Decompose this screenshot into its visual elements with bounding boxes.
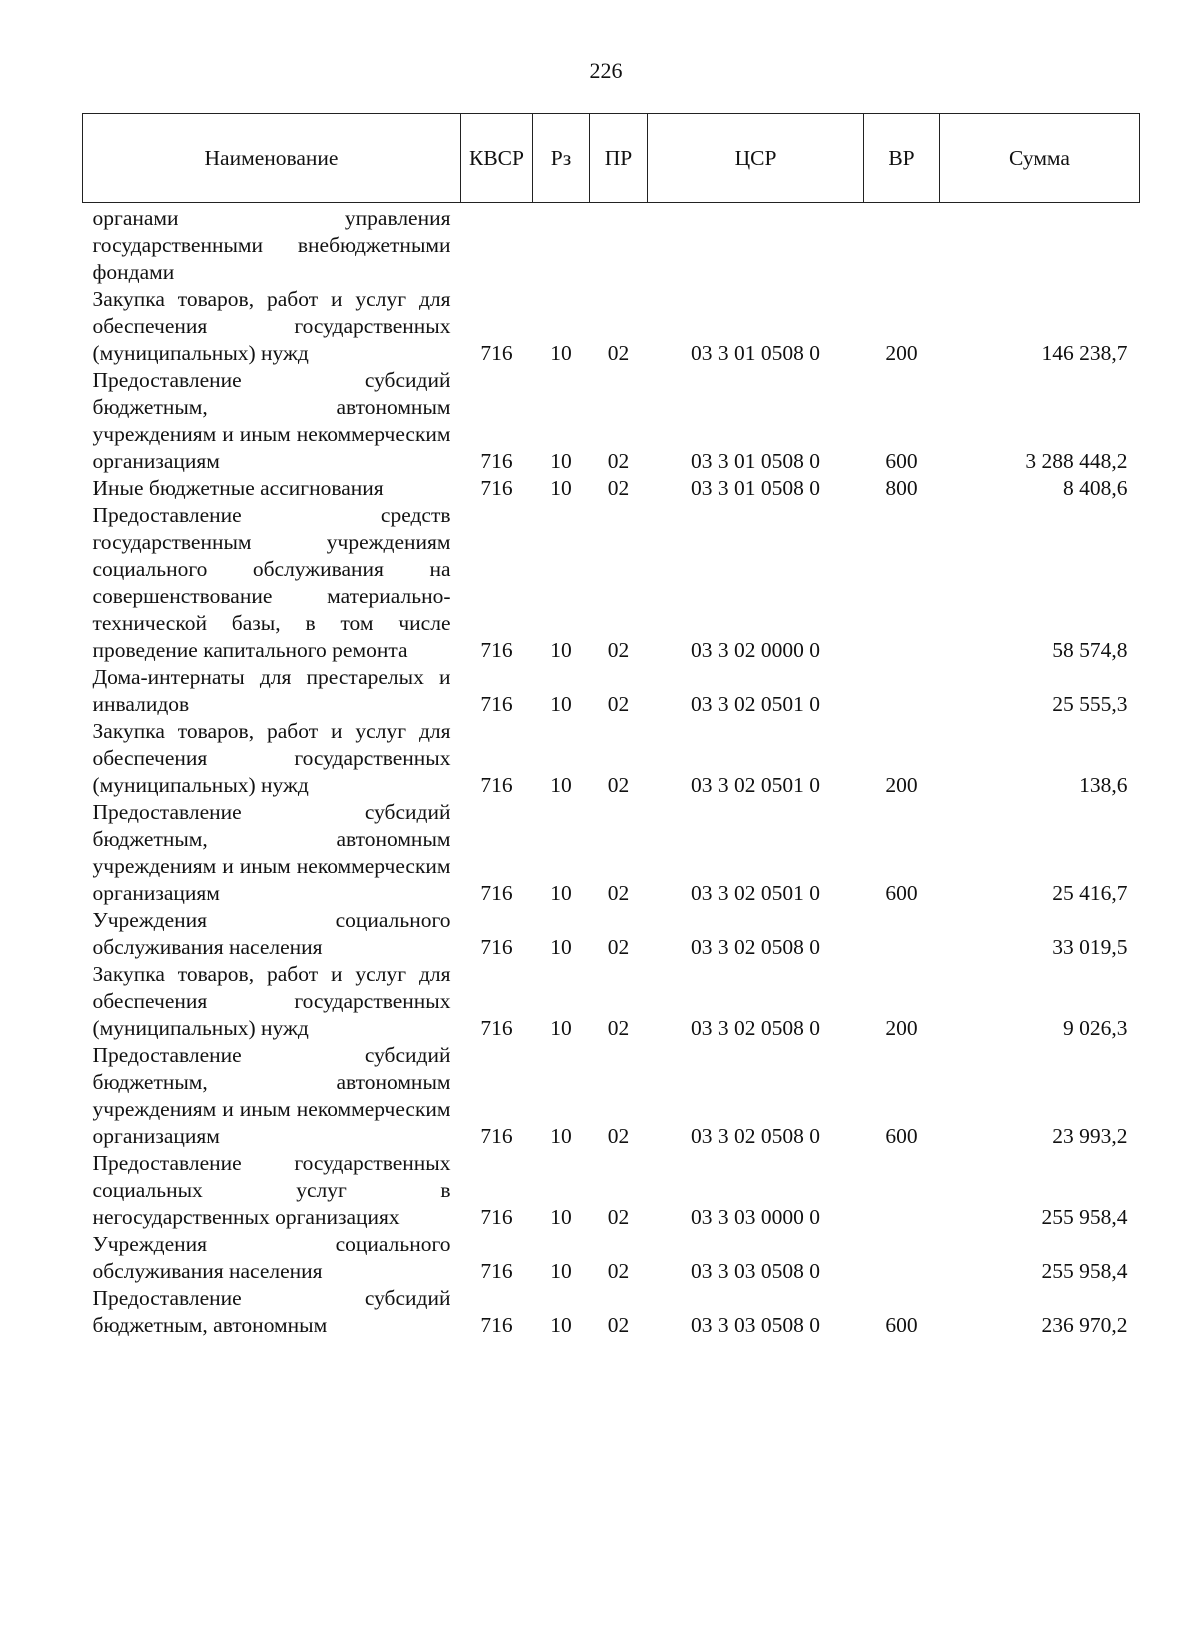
table-row [83,1150,1140,1231]
cell-csr: 03 3 03 0508 0 [691,1313,820,1337]
header-pr: ПР [590,114,648,203]
cell-pr: 02 [607,341,630,365]
cell-vr [864,1150,940,1231]
cell-name: Предоставление средств государственным учреждениям социального обслуживания на совершенствование материально-технической базы, в том числе проведение капитального ремонта [92,503,451,662]
cell-csr: 03 3 01 0508 0 [691,476,820,500]
cell-vr: 600 [885,449,918,473]
cell-vr: 800 [885,476,918,500]
cell-kvsr: 716 [480,1259,513,1283]
cell-kvsr: 716 [480,692,513,716]
cell-csr: 03 3 02 0501 0 [691,881,820,905]
cell-sum: 23 993,2 [1052,1124,1128,1148]
cell-name: Дома-интернаты для престарелых и инвалидов [92,665,451,716]
cell-sum [940,203,1140,287]
cell-rz: 10 [550,476,572,500]
cell-csr: 03 3 02 0508 0 [691,935,820,959]
cell-rz: 10 [550,449,572,473]
cell-pr: 02 [607,638,630,662]
cell-vr: 200 [885,341,918,365]
cell-sum: 146 238,7 [1041,341,1128,365]
cell-sum: 9 026,3 [1063,1016,1128,1040]
cell-vr: 600 [885,1313,918,1337]
header-vr: ВР [864,114,940,203]
table-row [83,286,1140,367]
cell-name: Закупка товаров, работ и услуг для обеспечения государственных (муниципальных) нужд [92,287,451,365]
cell-name: Закупка товаров, работ и услуг для обеспечения государственных (муниципальных) нужд [92,719,451,797]
cell-pr: 02 [607,449,630,473]
cell-pr: 02 [607,881,630,905]
cell-name: органами управления государственными внебюджетными фондами [92,206,451,284]
cell-pr: 02 [607,935,630,959]
page-number: 226 [589,58,623,83]
table-row [83,799,1140,907]
cell-rz: 10 [550,1205,572,1229]
table-row [83,502,1140,664]
table-header-row [83,114,1140,203]
cell-pr: 02 [607,1313,630,1337]
cell-kvsr: 716 [480,476,513,500]
table-row [83,961,1140,1042]
cell-vr [864,1231,940,1285]
cell-pr: 02 [607,476,630,500]
cell-csr: 03 3 01 0508 0 [691,341,820,365]
header-kvsr: КВСР [461,114,533,203]
table-row [83,367,1140,475]
cell-rz: 10 [550,1016,572,1040]
table-row [83,1042,1140,1150]
cell-vr: 600 [885,1124,918,1148]
cell-name: Учреждения социального обслуживания населения [92,1232,451,1283]
cell-rz: 10 [550,1259,572,1283]
cell-name: Предоставление субсидий бюджетным, автономным учреждениям и иным некоммерческим организациям [92,368,451,473]
cell-name: Предоставление государственных социальных услуг в негосударственных организациях [92,1151,451,1229]
cell-kvsr: 716 [480,935,513,959]
cell-csr: 03 3 02 0000 0 [691,638,820,662]
cell-kvsr: 716 [480,449,513,473]
cell-pr: 02 [607,1124,630,1148]
cell-pr: 02 [607,773,630,797]
table-body [83,203,1140,1340]
header-rz: Рз [533,114,590,203]
cell-rz: 10 [550,881,572,905]
cell-rz [533,203,590,287]
cell-csr: 03 3 01 0508 0 [691,449,820,473]
cell-vr: 200 [885,773,918,797]
cell-rz: 10 [550,692,572,716]
table-row [83,907,1140,961]
cell-rz: 10 [550,1313,572,1337]
cell-sum: 255 958,4 [1041,1205,1128,1229]
cell-kvsr: 716 [480,1016,513,1040]
cell-vr: 600 [885,881,918,905]
cell-kvsr: 716 [480,638,513,662]
cell-name: Предоставление субсидий бюджетным, автономным учреждениям и иным некоммерческим организациям [92,800,451,905]
cell-sum: 138,6 [1079,773,1128,797]
budget-table [82,113,1140,1339]
cell-csr: 03 3 02 0508 0 [691,1016,820,1040]
cell-csr: 03 3 03 0000 0 [691,1205,820,1229]
cell-csr: 03 3 02 0508 0 [691,1124,820,1148]
cell-sum: 236 970,2 [1041,1313,1128,1337]
table-row [83,1285,1140,1339]
cell-vr: 200 [885,1016,918,1040]
cell-pr [590,203,648,287]
cell-name: Закупка товаров, работ и услуг для обеспечения государственных (муниципальных) нужд [92,962,451,1040]
cell-kvsr: 716 [480,1124,513,1148]
cell-sum: 58 574,8 [1052,638,1128,662]
cell-name: Иные бюджетные ассигнования [92,476,384,500]
cell-sum: 255 958,4 [1041,1259,1128,1283]
cell-kvsr: 716 [480,1205,513,1229]
cell-sum: 33 019,5 [1052,935,1128,959]
table-row [83,475,1140,502]
cell-name: Предоставление субсидий бюджетным, автономным учреждениям и иным некоммерческим организациям [92,1043,451,1148]
cell-csr: 03 3 03 0508 0 [691,1259,820,1283]
cell-vr [864,664,940,718]
cell-name: Учреждения социального обслуживания населения [92,908,451,959]
cell-rz: 10 [550,935,572,959]
cell-sum: 25 416,7 [1052,881,1128,905]
cell-kvsr [461,203,533,287]
cell-rz: 10 [550,638,572,662]
cell-vr [864,502,940,664]
table-row [83,1231,1140,1285]
header-csr: ЦСР [648,114,864,203]
header-sum: Сумма [940,114,1140,203]
cell-kvsr: 716 [480,773,513,797]
table-row [83,718,1140,799]
table-row [83,664,1140,718]
cell-name: Предоставление субсидий бюджетным, автономным [92,1286,451,1337]
cell-kvsr: 716 [480,1313,513,1337]
cell-pr: 02 [607,692,630,716]
cell-pr: 02 [607,1016,630,1040]
cell-csr: 03 3 02 0501 0 [691,773,820,797]
cell-vr [864,203,940,287]
cell-csr: 03 3 02 0501 0 [691,692,820,716]
cell-sum: 8 408,6 [1063,476,1128,500]
cell-sum: 25 555,3 [1052,692,1128,716]
cell-pr: 02 [607,1205,630,1229]
cell-sum: 3 288 448,2 [1025,449,1128,473]
header-name: Наименование [83,114,461,203]
cell-csr [648,203,864,287]
cell-rz: 10 [550,341,572,365]
cell-rz: 10 [550,773,572,797]
table-row [83,203,1140,287]
cell-kvsr: 716 [480,341,513,365]
cell-pr: 02 [607,1259,630,1283]
cell-rz: 10 [550,1124,572,1148]
cell-kvsr: 716 [480,881,513,905]
cell-vr [864,907,940,961]
